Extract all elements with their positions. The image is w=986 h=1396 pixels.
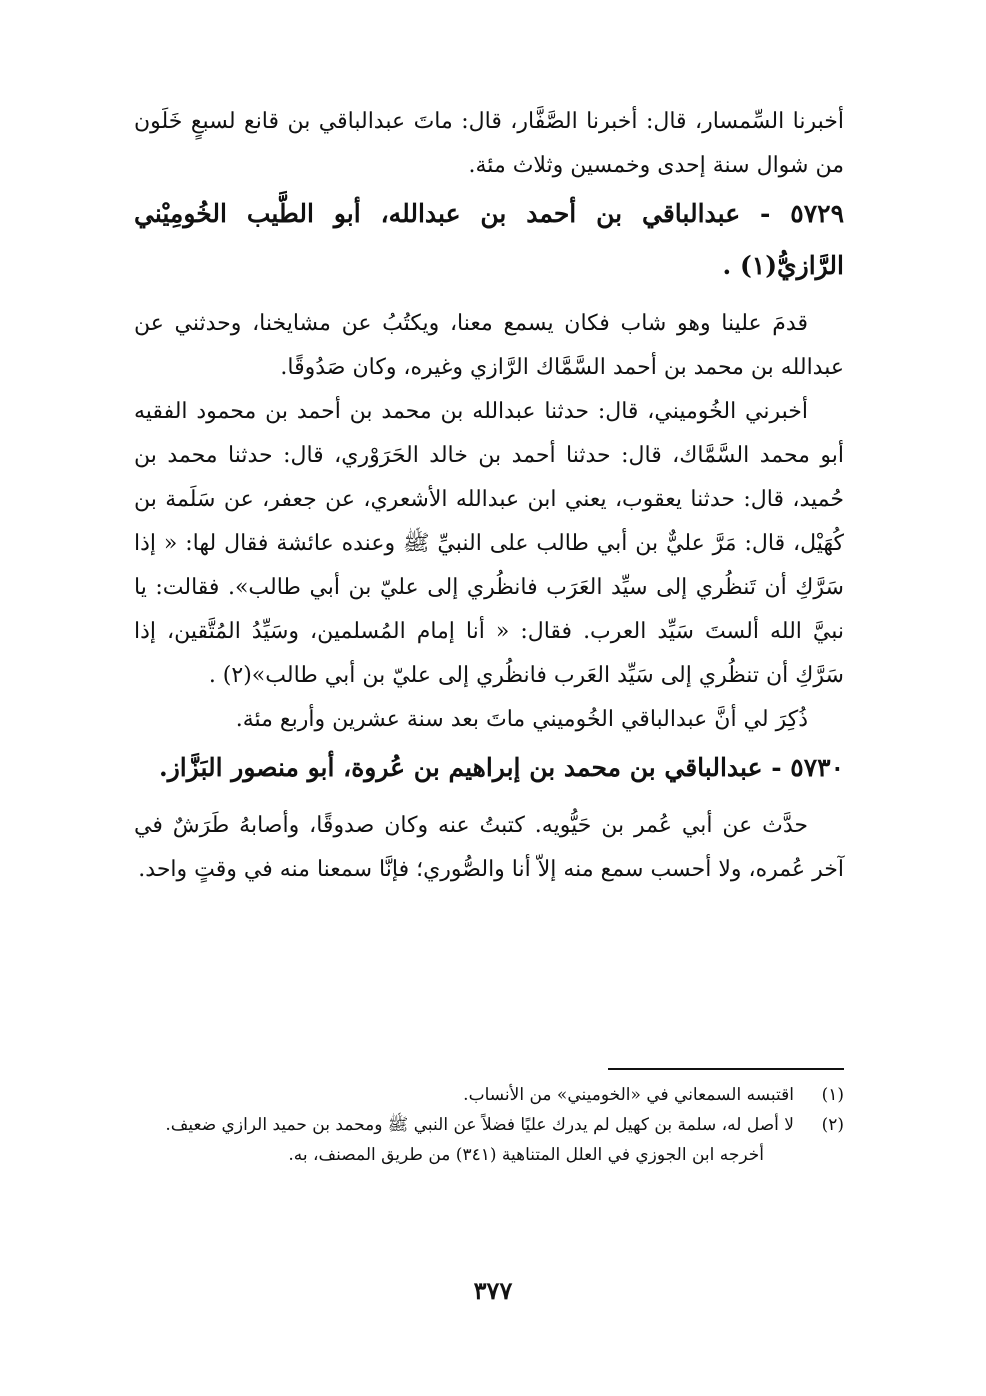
paragraph-biography-5730: حدَّث عن أبي عُمر بن حَيُّويه. كتبتُ عنه وكان صدوقًا، وأصابهُ طَرَشٌ في آخر عُمره، ولا أحسب سمع منه إلاّ أنا والصُّوري؛ فإنَّا سمعنا منه في وقتٍ واحد.: [134, 813, 844, 882]
paragraph-biography-5729: قدمَ علينا وهو شاب فكان يسمع معنا، ويكتُبُ عن مشايخنا، وحدثني عن عبدالله بن محمد بن أحمد السَّمَّاك الرَّازي وغيره، وكان صَدُوقًا.: [134, 311, 844, 380]
footnote-divider: [608, 1068, 844, 1070]
footnote-1: [134, 1080, 844, 1110]
paragraph-death-date: ذُكِرَ لي أنَّ عبدالباقي الخُوميني ماتَ بعد سنة عشرين وأربع مئة.: [235, 707, 808, 732]
footnote-1-text: اقتبسه السمعاني في «الخوميني» من الأنساب.: [463, 1085, 794, 1105]
footnote-2: [134, 1110, 844, 1140]
footnote-1-number: (١): [821, 1085, 844, 1105]
paragraph-samsar-report: أخبرنا السِّمسار، قال: أخبرنا الصَّفَّار، قال: ماتَ عبدالباقي بن قانع لسبعٍ خَلَون من شوال سنة إحدى وخمسين وثلاث مئة.: [134, 109, 844, 178]
footnote-2-extra-text: أخرجه ابن الجوزي في العلل المتناهية (٣٤١) من طريق المصنف، به.: [288, 1145, 764, 1165]
footnote-2-text: لا أصل له، سلمة بن كهيل لم يدرك عليًا فضلاً عن النبي ﷺ ومحمد بن حميد الرازي ضعيف.: [165, 1115, 794, 1135]
entry-heading-5729: ٥٧٢٩ - عبدالباقي بن أحمد بن عبدالله، أبو الطَّيب الخُومِيْني الرَّازيُّ(١) .: [134, 199, 844, 280]
paragraph-hadith-narration: أخبرني الخُوميني، قال: حدثنا عبدالله بن محمد بن أحمد بن محمود الفقيه أبو محمد السَّمَّاك، قال: حدثنا أحمد بن خالد الحَرَوْري، قال: حدثنا محمد بن حُميد، قال: حدثنا يعقوب، يعني ابن عبدالله الأشعري، عن جعفر، عن سَلَمة بن كُهَيْل، قال: مَرَّ عليٌّ بن أبي طالب على النبيِّ ﷺ وعنده عائشة فقال لها: « إذا سَرَّكِ أن تَنظُري إلى سيِّد العَرَب فانظُري إلى عليّ بن أبي طالب». فقالت: يا نبيَّ الله ألستَ سَيِّد العرب. فقال: « أنا إمام المُسلمين، وسَيِّدُ المُتَّقين، إذا سَرَّكِ أن تنظُري إلى سَيِّد العَرب فانظُري إلى عليّ بن أبي طالب»(٢) .: [134, 399, 844, 688]
main-text: [134, 100, 844, 892]
footnote-2-continuation: [134, 1140, 844, 1170]
entry-heading-5730: ٥٧٣٠ - عبدالباقي بن محمد بن إبراهيم بن عُروة، أبو منصور البَزَّاز.: [158, 753, 844, 782]
footnote-2-number: (٢): [821, 1115, 844, 1135]
footnotes: [134, 1068, 844, 1170]
page-number: ٣٧٧: [473, 1276, 513, 1305]
